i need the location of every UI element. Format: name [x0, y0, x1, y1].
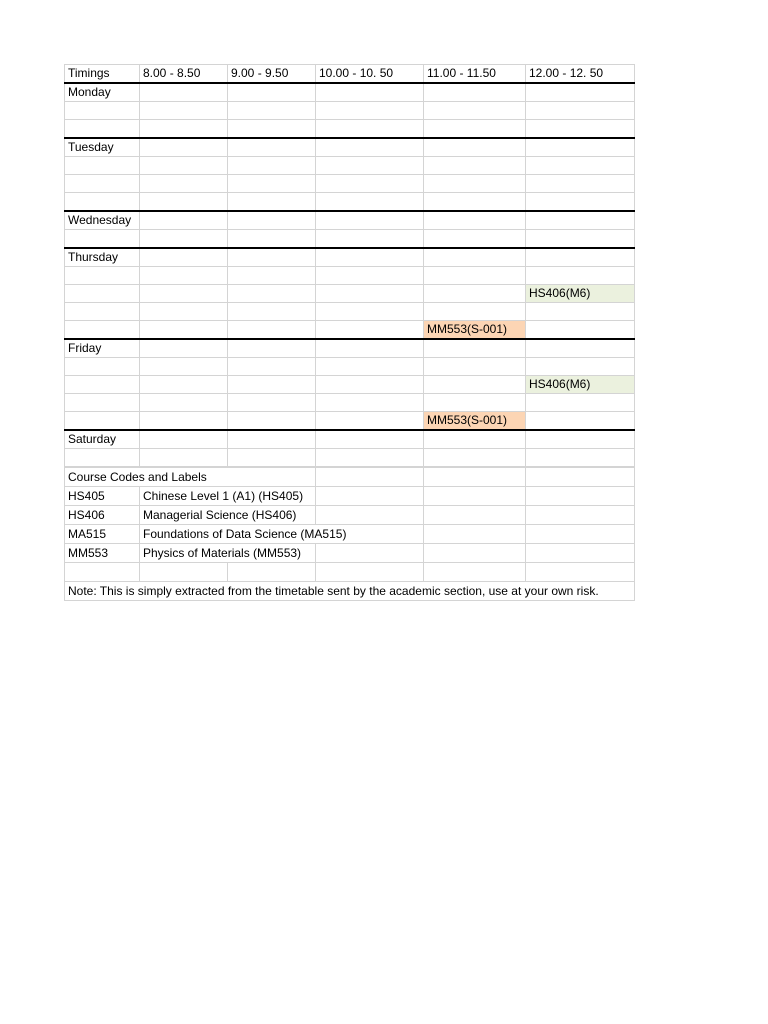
cell[interactable]	[526, 211, 635, 230]
cell[interactable]	[65, 412, 140, 431]
cell[interactable]	[228, 193, 316, 212]
cell[interactable]	[228, 303, 316, 321]
cell[interactable]	[526, 412, 635, 431]
cell[interactable]	[424, 449, 526, 467]
cell[interactable]	[228, 430, 316, 449]
thursday-row	[65, 321, 635, 340]
cell[interactable]	[316, 563, 424, 582]
course-label[interactable]: Chinese Level 1 (A1) (HS405)	[140, 487, 316, 506]
cell[interactable]	[140, 83, 228, 102]
monday-row	[65, 102, 635, 120]
cell[interactable]	[140, 248, 228, 267]
cell[interactable]	[526, 506, 635, 525]
cell[interactable]	[65, 267, 140, 285]
legend-title[interactable]: Course Codes and Labels	[65, 468, 316, 487]
cell[interactable]	[424, 285, 526, 303]
cell[interactable]	[424, 506, 526, 525]
thursday-row	[65, 303, 635, 321]
cell[interactable]	[228, 376, 316, 394]
cell[interactable]	[316, 303, 424, 321]
cell[interactable]	[526, 138, 635, 157]
cell[interactable]	[526, 487, 635, 506]
course-code[interactable]: HS405	[65, 487, 140, 506]
cell[interactable]	[140, 376, 228, 394]
cell[interactable]	[316, 449, 424, 467]
cell[interactable]	[140, 102, 228, 120]
cell[interactable]	[65, 285, 140, 303]
cell[interactable]	[526, 248, 635, 267]
friday-row	[65, 339, 635, 358]
cell[interactable]	[228, 248, 316, 267]
cell[interactable]	[65, 563, 140, 582]
slot-header-1[interactable]: 8.00 - 8.50	[140, 65, 228, 84]
cell[interactable]	[526, 321, 635, 340]
cell[interactable]	[228, 285, 316, 303]
cell[interactable]	[65, 193, 140, 212]
class-cell-friday-hs406[interactable]: HS406(M6)	[526, 376, 635, 394]
cell[interactable]	[526, 83, 635, 102]
cell[interactable]	[228, 394, 316, 412]
cell[interactable]	[140, 321, 228, 340]
cell[interactable]	[424, 525, 526, 544]
cell[interactable]	[140, 193, 228, 212]
cell[interactable]	[526, 339, 635, 358]
slot-header-5[interactable]: 12.00 - 12. 50	[526, 65, 635, 84]
friday-row	[65, 394, 635, 412]
cell[interactable]	[316, 157, 424, 175]
cell[interactable]	[140, 394, 228, 412]
cell[interactable]	[228, 175, 316, 193]
class-cell-thursday-hs406[interactable]: HS406(M6)	[526, 285, 635, 303]
cell[interactable]	[424, 430, 526, 449]
day-label-monday[interactable]: Monday	[65, 83, 140, 102]
cell[interactable]	[228, 83, 316, 102]
wednesday-row	[65, 230, 635, 249]
saturday-row	[65, 430, 635, 449]
cell[interactable]	[228, 339, 316, 358]
legend-title-row	[65, 468, 635, 487]
day-label-thursday[interactable]: Thursday	[65, 248, 140, 267]
day-label-wednesday[interactable]: Wednesday	[65, 211, 140, 230]
cell[interactable]	[140, 211, 228, 230]
cell[interactable]	[140, 157, 228, 175]
cell[interactable]	[65, 230, 140, 249]
cell[interactable]	[228, 120, 316, 139]
cell[interactable]	[316, 175, 424, 193]
thursday-row	[65, 248, 635, 267]
cell[interactable]	[140, 285, 228, 303]
cell[interactable]	[424, 563, 526, 582]
cell[interactable]	[526, 157, 635, 175]
cell[interactable]	[424, 138, 526, 157]
cell[interactable]	[140, 120, 228, 139]
timings-header[interactable]: Timings	[65, 65, 140, 84]
cell[interactable]	[424, 487, 526, 506]
cell[interactable]	[140, 339, 228, 358]
cell[interactable]	[228, 157, 316, 175]
cell[interactable]	[424, 211, 526, 230]
legend-row	[65, 487, 635, 506]
cell[interactable]	[316, 339, 424, 358]
cell[interactable]	[526, 358, 635, 376]
cell[interactable]	[228, 102, 316, 120]
disclaimer-note[interactable]: Note: This is simply extracted from the timetable sent by the academic section, use at your own risk.	[65, 582, 635, 601]
cell[interactable]	[140, 430, 228, 449]
legend-empty-row	[65, 563, 635, 582]
cell[interactable]	[316, 120, 424, 139]
course-code[interactable]: MA515	[65, 525, 140, 544]
cell[interactable]	[316, 487, 424, 506]
cell[interactable]	[424, 303, 526, 321]
legend-row	[65, 525, 635, 544]
cell[interactable]	[316, 321, 424, 340]
cell[interactable]	[140, 303, 228, 321]
cell[interactable]	[526, 303, 635, 321]
course-code[interactable]: HS406	[65, 506, 140, 525]
slot-header-2[interactable]: 9.00 - 9.50	[228, 65, 316, 84]
cell[interactable]	[526, 267, 635, 285]
cell[interactable]	[228, 267, 316, 285]
tuesday-row	[65, 175, 635, 193]
tuesday-row	[65, 138, 635, 157]
cell[interactable]	[316, 193, 424, 212]
day-label-saturday[interactable]: Saturday	[65, 430, 140, 449]
cell[interactable]	[424, 339, 526, 358]
header-row	[65, 65, 635, 84]
cell[interactable]	[526, 525, 635, 544]
cell[interactable]	[65, 449, 140, 467]
timetable-grid	[64, 64, 635, 467]
cell[interactable]	[424, 358, 526, 376]
cell[interactable]	[526, 430, 635, 449]
cell[interactable]	[316, 430, 424, 449]
cell[interactable]	[140, 175, 228, 193]
cell[interactable]	[65, 175, 140, 193]
cell[interactable]	[316, 376, 424, 394]
cell[interactable]	[424, 102, 526, 120]
cell[interactable]	[228, 138, 316, 157]
cell[interactable]	[140, 563, 228, 582]
cell[interactable]	[228, 358, 316, 376]
cell[interactable]	[424, 544, 526, 563]
cell[interactable]	[140, 449, 228, 467]
cell[interactable]	[526, 468, 635, 487]
friday-row	[65, 358, 635, 376]
cell[interactable]	[316, 83, 424, 102]
cell[interactable]	[140, 138, 228, 157]
cell[interactable]	[65, 303, 140, 321]
cell[interactable]	[316, 285, 424, 303]
course-code[interactable]: MM553	[65, 544, 140, 563]
cell[interactable]	[424, 120, 526, 139]
cell[interactable]	[526, 175, 635, 193]
course-legend	[64, 467, 635, 601]
cell[interactable]	[316, 358, 424, 376]
friday-row	[65, 376, 635, 394]
class-cell-thursday-mm553[interactable]: MM553(S-001)	[424, 321, 526, 340]
cell[interactable]	[424, 230, 526, 249]
cell[interactable]	[228, 449, 316, 467]
thursday-row	[65, 285, 635, 303]
cell[interactable]	[424, 248, 526, 267]
cell[interactable]	[316, 102, 424, 120]
cell[interactable]	[228, 563, 316, 582]
note-row	[65, 582, 635, 601]
cell[interactable]	[140, 412, 228, 431]
cell[interactable]	[424, 193, 526, 212]
cell[interactable]	[526, 394, 635, 412]
cell[interactable]	[424, 376, 526, 394]
cell[interactable]	[65, 394, 140, 412]
cell[interactable]	[65, 157, 140, 175]
cell[interactable]	[316, 394, 424, 412]
cell[interactable]	[140, 267, 228, 285]
cell[interactable]	[65, 120, 140, 139]
course-label[interactable]: Physics of Materials (MM553)	[140, 544, 316, 563]
cell[interactable]	[140, 230, 228, 249]
cell[interactable]	[316, 248, 424, 267]
tuesday-row	[65, 193, 635, 212]
cell[interactable]	[316, 468, 424, 487]
cell[interactable]	[316, 412, 424, 431]
day-label-friday[interactable]: Friday	[65, 339, 140, 358]
cell[interactable]	[424, 157, 526, 175]
cell[interactable]	[424, 83, 526, 102]
slot-header-3[interactable]: 10.00 - 10. 50	[316, 65, 424, 84]
cell[interactable]	[316, 230, 424, 249]
cell[interactable]	[316, 544, 424, 563]
friday-row	[65, 412, 635, 431]
cell[interactable]	[526, 102, 635, 120]
cell[interactable]	[526, 563, 635, 582]
cell[interactable]	[65, 321, 140, 340]
monday-row	[65, 83, 635, 102]
cell[interactable]	[316, 506, 424, 525]
cell[interactable]	[526, 120, 635, 139]
cell[interactable]	[424, 468, 526, 487]
cell[interactable]	[526, 449, 635, 467]
cell[interactable]	[65, 376, 140, 394]
cell[interactable]	[65, 358, 140, 376]
cell[interactable]	[316, 267, 424, 285]
legend-row	[65, 506, 635, 525]
cell[interactable]	[228, 211, 316, 230]
course-label[interactable]: Foundations of Data Science (MA515)	[140, 525, 424, 544]
cell[interactable]	[228, 412, 316, 431]
cell[interactable]	[228, 321, 316, 340]
cell[interactable]	[526, 544, 635, 563]
cell[interactable]	[526, 230, 635, 249]
cell[interactable]	[140, 358, 228, 376]
cell[interactable]	[228, 230, 316, 249]
thursday-row	[65, 267, 635, 285]
cell[interactable]	[424, 267, 526, 285]
slot-header-4[interactable]: 11.00 - 11.50	[424, 65, 526, 84]
monday-row	[65, 120, 635, 139]
cell[interactable]	[316, 138, 424, 157]
class-cell-friday-mm553[interactable]: MM553(S-001)	[424, 412, 526, 431]
course-label[interactable]: Managerial Science (HS406)	[140, 506, 316, 525]
tuesday-row	[65, 157, 635, 175]
cell[interactable]	[65, 102, 140, 120]
cell[interactable]	[424, 175, 526, 193]
saturday-row	[65, 449, 635, 467]
timetable-sheet	[64, 64, 634, 601]
cell[interactable]	[424, 394, 526, 412]
legend-row	[65, 544, 635, 563]
cell[interactable]	[526, 193, 635, 212]
day-label-tuesday[interactable]: Tuesday	[65, 138, 140, 157]
cell[interactable]	[316, 211, 424, 230]
wednesday-row	[65, 211, 635, 230]
